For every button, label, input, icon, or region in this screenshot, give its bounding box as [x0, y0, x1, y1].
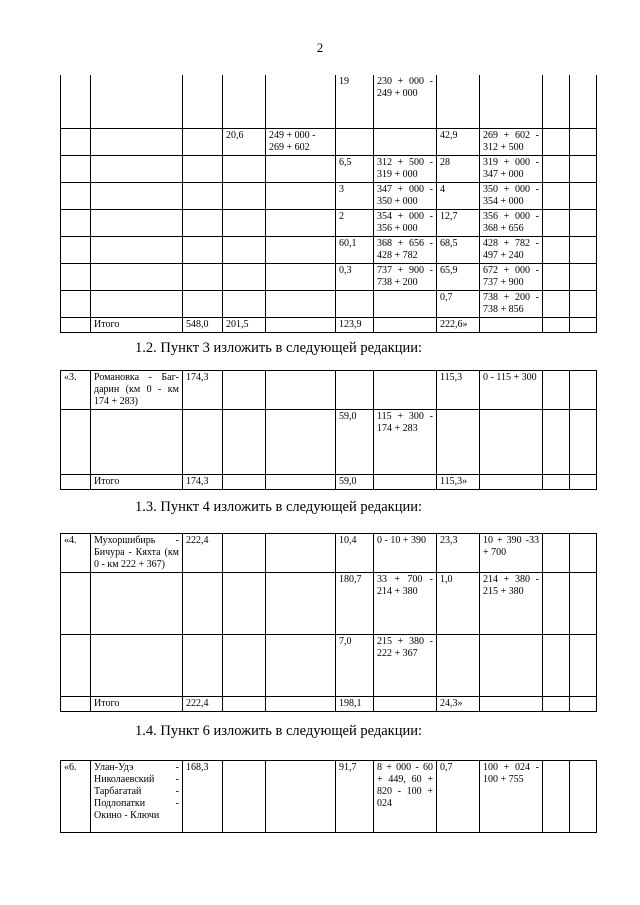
cell-length-b: 0,7: [437, 290, 480, 317]
cell-col-4: [223, 534, 266, 573]
cell-length-total: [183, 155, 223, 182]
cell-col-5: [266, 317, 336, 332]
cell-col-5: [266, 697, 336, 712]
cell-length-b: 1,0: [437, 573, 480, 635]
cell-length-a: 19: [336, 75, 374, 128]
cell-road-name: [91, 236, 183, 263]
cell-section-b: [480, 317, 543, 332]
cell-col-4: [223, 236, 266, 263]
cell-road-name: Улан-Удэ - Николаевский - Тарбагатай - Подлопатки - Окино - Ключи: [91, 761, 183, 833]
cell-length-total: 174,3: [183, 475, 223, 490]
page-number: 2: [316, 40, 324, 55]
cell-col-10: [543, 534, 570, 573]
cell-section-b: 214 + 380 - 215 + 380: [480, 573, 543, 635]
cell-section-a: 737 + 900 - 738 + 200: [374, 263, 437, 290]
cell-length-total: 222,4: [183, 534, 223, 573]
road-table-item-4: [60, 533, 597, 712]
table-row: [61, 475, 597, 490]
cell-length-b: 42,9: [437, 128, 480, 155]
cell-section-a: [374, 475, 437, 490]
table-row: [61, 573, 597, 635]
table-row: [61, 697, 597, 712]
cell-length-a: 91,7: [336, 761, 374, 833]
cell-section-a: 312 + 500 - 319 + 000: [374, 155, 437, 182]
cell-length-b: 115,3»: [437, 475, 480, 490]
cell-length-total: [183, 209, 223, 236]
cell-col-4: [223, 263, 266, 290]
cell-col-10: [543, 410, 570, 475]
cell-row-number: [61, 75, 91, 128]
table-row: [61, 410, 597, 475]
cell-col-10: [543, 182, 570, 209]
cell-row-number: [61, 155, 91, 182]
cell-length-a: 60,1: [336, 236, 374, 263]
cell-col-10: [543, 209, 570, 236]
cell-col-4: [223, 182, 266, 209]
cell-length-total: 168,3: [183, 761, 223, 833]
cell-section-b: [480, 697, 543, 712]
cell-road-name: [91, 573, 183, 635]
cell-length-b: [437, 410, 480, 475]
cell-length-a: 2: [336, 209, 374, 236]
cell-col-11: [570, 182, 597, 209]
cell-col-5: [266, 573, 336, 635]
cell-length-total: [183, 128, 223, 155]
cell-row-number: [61, 635, 91, 697]
cell-col-11: [570, 697, 597, 712]
cell-col-5: [266, 534, 336, 573]
cell-section-a: 33 + 700 - 214 + 380: [374, 573, 437, 635]
cell-length-a: 59,0: [336, 410, 374, 475]
cell-col-11: [570, 371, 597, 410]
cell-section-a: 0 - 10 + 390: [374, 534, 437, 573]
cell-col-4: [223, 371, 266, 410]
cell-col-11: [570, 128, 597, 155]
cell-row-number: «4.: [61, 534, 91, 573]
cell-section-b: 738 + 200 - 738 + 856: [480, 290, 543, 317]
cell-section-a: [374, 128, 437, 155]
cell-col-10: [543, 635, 570, 697]
cell-col-5: [266, 182, 336, 209]
cell-col-5: [266, 635, 336, 697]
heading-item-6: 1.4. Пункт 6 изложить в следующей редакции:: [135, 723, 423, 739]
cell-col-10: [543, 128, 570, 155]
cell-section-a: 368 + 656 - 428 + 782: [374, 236, 437, 263]
cell-length-b: 12,7: [437, 209, 480, 236]
cell-row-number: [61, 209, 91, 236]
cell-road-name: [91, 75, 183, 128]
cell-col-10: [543, 697, 570, 712]
cell-length-total: [183, 236, 223, 263]
cell-col-10: [543, 75, 570, 128]
cell-section-a: [374, 371, 437, 410]
cell-section-b: 10 + 390 -33 + 700: [480, 534, 543, 573]
cell-col-5: [266, 371, 336, 410]
cell-col-10: [543, 371, 570, 410]
cell-length-b: 28: [437, 155, 480, 182]
cell-section-a: 215 + 380 - 222 + 367: [374, 635, 437, 697]
cell-road-name: Итого: [91, 697, 183, 712]
cell-col-11: [570, 573, 597, 635]
cell-col-4: [223, 290, 266, 317]
table-row: [61, 371, 597, 410]
cell-road-name: Мухоршибирь - Бичура - Кяхта (км 0 - км 222 + 367): [91, 534, 183, 573]
cell-row-number: [61, 475, 91, 490]
cell-col-11: [570, 290, 597, 317]
cell-length-b: 23,3: [437, 534, 480, 573]
cell-length-a: 3: [336, 182, 374, 209]
table-row: [61, 290, 597, 317]
cell-col-11: [570, 534, 597, 573]
cell-length-total: [183, 263, 223, 290]
cell-row-number: [61, 182, 91, 209]
cell-row-number: «3.: [61, 371, 91, 410]
cell-col-4: [223, 410, 266, 475]
cell-col-11: [570, 635, 597, 697]
cell-length-a: 180,7: [336, 573, 374, 635]
cell-section-b: [480, 75, 543, 128]
cell-section-b: [480, 475, 543, 490]
cell-col-10: [543, 317, 570, 332]
table-row: [61, 209, 597, 236]
cell-section-b: [480, 635, 543, 697]
table-row: [61, 317, 597, 332]
cell-row-number: [61, 697, 91, 712]
cell-road-name: [91, 209, 183, 236]
cell-col-10: [543, 573, 570, 635]
cell-section-a: [374, 697, 437, 712]
cell-section-a: [374, 317, 437, 332]
cell-col-11: [570, 263, 597, 290]
cell-length-a: 0,3: [336, 263, 374, 290]
cell-road-name: [91, 182, 183, 209]
cell-row-number: [61, 573, 91, 635]
cell-col-10: [543, 761, 570, 833]
cell-section-b: 350 + 000 - 354 + 000: [480, 182, 543, 209]
cell-road-name: [91, 155, 183, 182]
table-row: [61, 128, 597, 155]
cell-section-a: 354 + 000 - 356 + 000: [374, 209, 437, 236]
cell-section-b: 672 + 000 - 737 + 900: [480, 263, 543, 290]
cell-road-name: [91, 263, 183, 290]
cell-section-b: [480, 410, 543, 475]
cell-length-b: 0,7: [437, 761, 480, 833]
cell-length-a: 59,0: [336, 475, 374, 490]
cell-length-total: [183, 182, 223, 209]
cell-col-5: [266, 761, 336, 833]
cell-col-11: [570, 317, 597, 332]
cell-col-5: [266, 475, 336, 490]
cell-col-5: [266, 236, 336, 263]
cell-row-number: [61, 128, 91, 155]
cell-row-number: [61, 290, 91, 317]
cell-section-b: 428 + 782 - 497 + 240: [480, 236, 543, 263]
table-row: [61, 75, 597, 128]
cell-road-name: Романовка - Баг-дарин (км 0 - км 174 + 283): [91, 371, 183, 410]
cell-length-total: [183, 290, 223, 317]
cell-length-b: 4: [437, 182, 480, 209]
cell-section-a: 115 + 300 - 174 + 283: [374, 410, 437, 475]
cell-road-name: [91, 410, 183, 475]
cell-length-b: 115,3: [437, 371, 480, 410]
table-row: [61, 236, 597, 263]
road-table-continued: [60, 75, 597, 333]
cell-col-11: [570, 236, 597, 263]
heading-item-3: 1.2. Пункт 3 изложить в следующей редакции:: [135, 340, 423, 356]
cell-col-10: [543, 290, 570, 317]
cell-col-4: 201,5: [223, 317, 266, 332]
cell-length-total: [183, 410, 223, 475]
road-table-item-6: [60, 760, 597, 833]
cell-road-name: [91, 128, 183, 155]
cell-col-10: [543, 236, 570, 263]
cell-length-a: 6,5: [336, 155, 374, 182]
cell-length-b: 222,6»: [437, 317, 480, 332]
cell-row-number: [61, 263, 91, 290]
road-table-item-3: [60, 370, 597, 490]
cell-section-b: 356 + 000 - 368 + 656: [480, 209, 543, 236]
cell-col-4: [223, 635, 266, 697]
cell-col-11: [570, 410, 597, 475]
cell-length-total: [183, 75, 223, 128]
table-row: [61, 635, 597, 697]
cell-row-number: [61, 317, 91, 332]
cell-road-name: Итого: [91, 475, 183, 490]
cell-col-4: [223, 697, 266, 712]
cell-length-b: 24,3»: [437, 697, 480, 712]
cell-col-4: [223, 75, 266, 128]
table-row: [61, 263, 597, 290]
cell-col-11: [570, 761, 597, 833]
table-row: [61, 534, 597, 573]
cell-length-total: 222,4: [183, 697, 223, 712]
cell-col-5: [266, 75, 336, 128]
cell-section-a: 347 + 000 - 350 + 000: [374, 182, 437, 209]
cell-col-11: [570, 75, 597, 128]
cell-row-number: [61, 236, 91, 263]
cell-col-11: [570, 155, 597, 182]
cell-length-total: [183, 635, 223, 697]
cell-length-total: 174,3: [183, 371, 223, 410]
cell-col-4: 20,6: [223, 128, 266, 155]
cell-length-b: 65,9: [437, 263, 480, 290]
cell-section-a: [374, 290, 437, 317]
cell-col-4: [223, 475, 266, 490]
cell-col-10: [543, 155, 570, 182]
cell-road-name: [91, 290, 183, 317]
cell-col-4: [223, 761, 266, 833]
cell-row-number: «6.: [61, 761, 91, 833]
cell-col-10: [543, 475, 570, 490]
cell-col-11: [570, 209, 597, 236]
table-row: [61, 182, 597, 209]
cell-road-name: [91, 635, 183, 697]
cell-col-4: [223, 155, 266, 182]
cell-row-number: [61, 410, 91, 475]
cell-col-5: 249 + 000 - 269 + 602: [266, 128, 336, 155]
cell-col-5: [266, 410, 336, 475]
heading-item-4: 1.3. Пункт 4 изложить в следующей редакции:: [135, 499, 423, 515]
cell-section-b: 269 + 602 - 312 + 500: [480, 128, 543, 155]
cell-section-b: 100 + 024 - 100 + 755: [480, 761, 543, 833]
cell-section-b: 319 + 000 - 347 + 000: [480, 155, 543, 182]
cell-road-name: Итого: [91, 317, 183, 332]
cell-length-b: 68,5: [437, 236, 480, 263]
table-row: [61, 155, 597, 182]
cell-length-a: 123,9: [336, 317, 374, 332]
cell-length-a: [336, 371, 374, 410]
cell-col-4: [223, 209, 266, 236]
cell-col-10: [543, 263, 570, 290]
cell-col-5: [266, 155, 336, 182]
cell-length-total: [183, 573, 223, 635]
cell-length-a: 10,4: [336, 534, 374, 573]
cell-col-4: [223, 573, 266, 635]
cell-section-b: 0 - 115 + 300: [480, 371, 543, 410]
cell-length-b: [437, 635, 480, 697]
cell-section-a: 8 + 000 - 60 + 449, 60 + 820 - 100 + 024: [374, 761, 437, 833]
cell-col-11: [570, 475, 597, 490]
cell-length-b: [437, 75, 480, 128]
cell-length-a: 198,1: [336, 697, 374, 712]
cell-section-a: 230 + 000 - 249 + 000: [374, 75, 437, 128]
cell-col-5: [266, 263, 336, 290]
cell-length-a: [336, 128, 374, 155]
table-row: [61, 761, 597, 833]
cell-length-a: [336, 290, 374, 317]
cell-col-5: [266, 290, 336, 317]
cell-length-total: 548,0: [183, 317, 223, 332]
cell-col-5: [266, 209, 336, 236]
cell-length-a: 7,0: [336, 635, 374, 697]
